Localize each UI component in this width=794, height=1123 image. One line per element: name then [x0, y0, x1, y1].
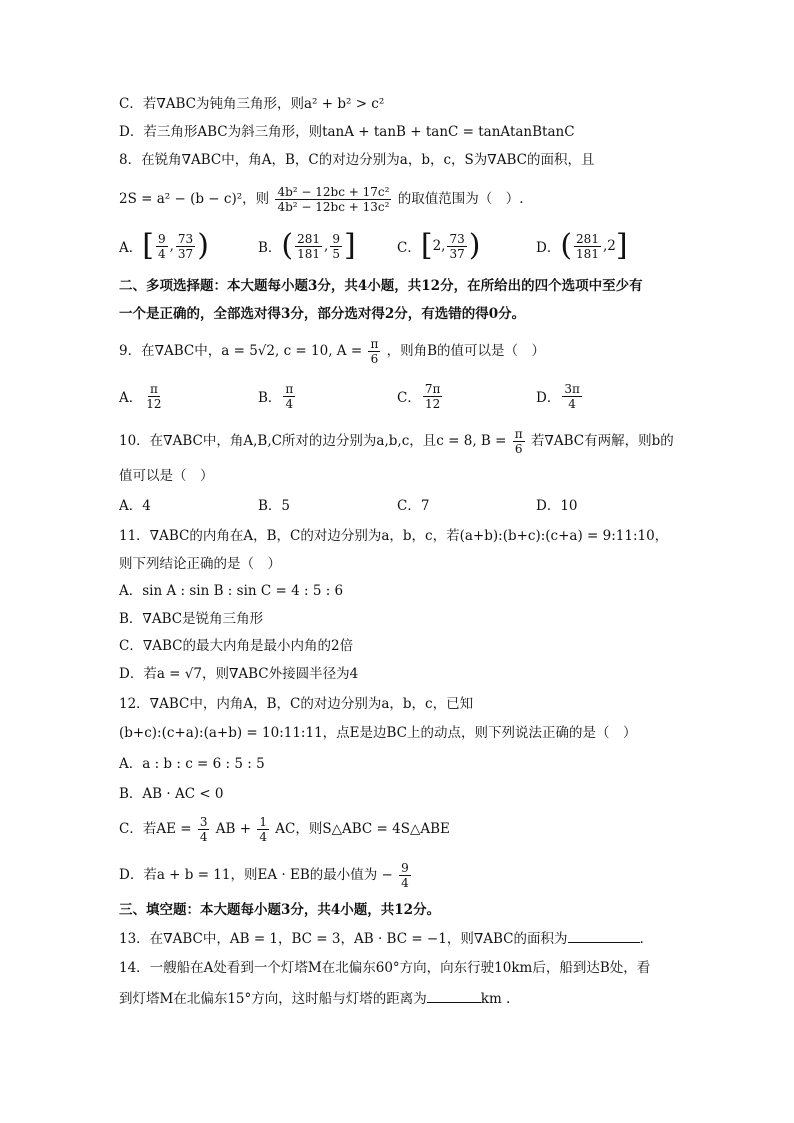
- q8-option-c: [397, 226, 480, 266]
- q12-c-text-tail: AC，则S△ABC = 4S△ABE: [275, 821, 450, 837]
- q14-text-tail: km .: [480, 991, 511, 1007]
- q10-options: [119, 492, 679, 516]
- q11-option-b: B．∇ABC是锐角三角形: [119, 611, 264, 627]
- denominator: 181: [297, 246, 321, 261]
- denominator: 4: [568, 396, 576, 411]
- fraction: [295, 232, 322, 261]
- numerator: π: [514, 427, 523, 441]
- q8-option-a: A． [ $\frac{9}{4}$ , $\frac{73}{37}$ ): [119, 228, 209, 263]
- q8-option-b: B． ( $\frac{281}{181}$ , $\frac{9}{5}$ ]: [258, 228, 356, 263]
- q12-option-d: [119, 858, 413, 892]
- q8-intro: 8．在锐角∇ABC中，角A，B，C的对边分别为a，b，c，S为∇ABC的面积，且: [119, 152, 595, 168]
- q8-fraction: [275, 185, 391, 214]
- numerator: π: [149, 381, 158, 396]
- q10-stem-cont: 值可以是（ ）: [119, 468, 214, 484]
- q10-stem: [119, 424, 674, 458]
- denominator: 37: [177, 246, 194, 261]
- q9-option-d: [536, 376, 584, 416]
- q9-text: 9．在∇ABC中，a = 5√2, c = 10, A =: [119, 343, 363, 359]
- denominator: 37: [449, 246, 465, 261]
- fraction: [399, 861, 411, 890]
- q10-option-a: A．4: [119, 498, 151, 514]
- denominator: 6: [370, 352, 379, 366]
- q11-stem-cont: 则下列结论正确的是（ ）: [119, 556, 281, 572]
- q12-option-a: A．a : b : c = 6 : 5 : 5: [119, 756, 265, 772]
- option-label: C．: [397, 390, 421, 406]
- numerator: 281: [576, 231, 599, 246]
- q12-c-text: C．若AE =: [119, 821, 192, 837]
- numerator: 281: [297, 231, 321, 246]
- q9-fraction: [368, 337, 380, 366]
- numerator: 9: [401, 861, 409, 875]
- q10-text: 10．在∇ABC中，角A,B,C所对的边分别为a,b,c，且c = 8, B =: [119, 433, 507, 449]
- option-label: A．: [119, 390, 143, 406]
- q9-text-tail: ，则角B的值可以是（ ）: [386, 343, 546, 359]
- bracket: (: [560, 228, 573, 263]
- q13-stem: [119, 928, 644, 949]
- q14-stem-cont: [119, 988, 510, 1009]
- denominator: 12: [146, 396, 162, 411]
- fraction: [176, 232, 195, 261]
- q10-option-c: C．7: [397, 498, 430, 514]
- section-2-heading-cont: 一个是正确的，全部选对得3分，部分选对得2分，有选错的得0分。: [119, 306, 526, 322]
- q12-option-b: B．AB · AC < 0: [119, 786, 224, 802]
- q14-text: 到灯塔M在北偏东15°方向，这时船与灯塔的距离为: [119, 991, 427, 1007]
- value: ,2: [602, 238, 616, 254]
- denominator: 4: [285, 396, 294, 411]
- q11-option-c: C．∇ABC的最大内角是最小内角的2倍: [119, 638, 354, 654]
- fraction: [198, 815, 210, 844]
- q12-stem: 12．∇ABC中，内角A，B，C的对边分别为a，b，c，已知: [119, 696, 474, 712]
- option-label: D．: [536, 390, 561, 406]
- section-3-heading: 三、填空题：本大题每小题3分，共4小题，共12分。: [119, 902, 441, 918]
- q10-option-d: D．10: [536, 498, 578, 514]
- denominator: 181: [576, 246, 599, 261]
- numerator: 3: [199, 815, 208, 829]
- q9-option-a: [119, 376, 166, 416]
- q8-condition-tail: 的取值范围为（ ）.: [397, 191, 524, 207]
- fraction: [330, 232, 342, 261]
- fraction: [574, 232, 601, 261]
- numerator: 73: [449, 231, 465, 246]
- q9-option-c: [397, 376, 444, 416]
- q13-answer-blank[interactable]: [568, 928, 640, 943]
- numerator: 9: [332, 231, 340, 246]
- bracket: ): [197, 228, 209, 263]
- numerator: 73: [177, 231, 194, 246]
- q11-option-d: D．若a = √7，则∇ABC外接圆半径为4: [119, 666, 359, 682]
- option-label: B．: [258, 240, 282, 256]
- numerator: π: [370, 337, 379, 351]
- denominator: 5: [332, 246, 340, 261]
- q12-d-text: D．若a + b = 11，则EA · EB的最小值为 −: [119, 867, 393, 883]
- denominator: 12: [424, 396, 441, 411]
- fraction: [423, 382, 443, 411]
- numerator: 7π: [424, 381, 441, 396]
- fraction: [144, 382, 163, 411]
- section-2-heading: 二、多项选择题：本大题每小题3分，共4小题，共12分，在所给出的四个选项中至少有: [119, 278, 643, 294]
- value: 2,: [432, 238, 446, 254]
- fraction: [283, 382, 295, 411]
- numerator: 3π: [564, 381, 580, 396]
- q12-c-text-mid: AB +: [215, 821, 252, 837]
- q8-options: [119, 226, 679, 266]
- q12-option-c: [119, 812, 450, 846]
- bracket: ]: [343, 228, 356, 263]
- option-label: A．: [119, 240, 143, 256]
- q9-option-b: [258, 376, 297, 416]
- denominator: 4: [401, 876, 409, 890]
- numerator: 9: [157, 231, 166, 246]
- bracket: ]: [615, 228, 628, 263]
- numerator: π: [285, 381, 294, 396]
- q12-stem-cont: (b+c):(c+a):(a+b) = 10:11:11，点E是边BC上的动点，则下列说法正确的是（ ）: [119, 725, 637, 741]
- q8-condition-text: 2S = a² − (b − c)²，则: [119, 191, 270, 207]
- fraction: [156, 232, 168, 261]
- fraction: [257, 815, 269, 844]
- q8-condition: [119, 182, 524, 216]
- q8-fraction-numerator: 4b² − 12bc + 17c²: [277, 185, 390, 199]
- q13-text-tail: .: [639, 931, 644, 947]
- q10-text-tail: 若∇ABC有两解，则b的: [530, 433, 674, 449]
- q11-option-a: A．sin A : sin B : sin C = 4 : 5 : 6: [119, 583, 344, 599]
- q7-option-c: C．若∇ABC为钝角三角形，则a² + b² > c²: [119, 96, 385, 112]
- bracket: [: [142, 228, 154, 263]
- q7-option-d: D．若三角形ABC为斜三角形，则tanA + tanB + tanC = tanAtanBtanC: [119, 124, 575, 140]
- bracket: ): [468, 228, 481, 263]
- q8-option-d: [536, 226, 628, 266]
- denominator: 4: [157, 246, 166, 261]
- option-label: D．: [536, 240, 561, 256]
- denominator: 4: [199, 830, 208, 844]
- denominator: 6: [514, 442, 523, 456]
- numerator: 1: [259, 815, 267, 829]
- fraction: [447, 232, 466, 261]
- q9-options: [119, 376, 679, 416]
- bracket: (: [281, 228, 294, 263]
- bracket: [: [420, 228, 433, 263]
- q14-stem: 14．一艘船在A处看到一个灯塔M在北偏东60°方向，向东行驶10km后，船到达B处，看: [119, 960, 651, 976]
- q8-fraction-denominator: 4b² − 12bc + 13c²: [277, 200, 390, 214]
- q10-fraction: [513, 427, 525, 456]
- denominator: 4: [259, 830, 267, 844]
- q11-stem: 11．∇ABC的内角在A，B，C的对边分别为a，b，c，若(a+b):(b+c):(c+a) = 9:11:10，: [119, 528, 669, 544]
- q10-option-b: B．5: [258, 498, 291, 514]
- option-label: C．: [397, 240, 421, 256]
- option-label: B．: [258, 390, 282, 406]
- q13-text: 13．在∇ABC中，AB = 1，BC = 3，AB · BC = −1，则∇ABC的面积为: [119, 931, 568, 947]
- q14-answer-blank[interactable]: [427, 988, 481, 1003]
- q9-stem: [119, 334, 545, 368]
- fraction: [562, 382, 582, 411]
